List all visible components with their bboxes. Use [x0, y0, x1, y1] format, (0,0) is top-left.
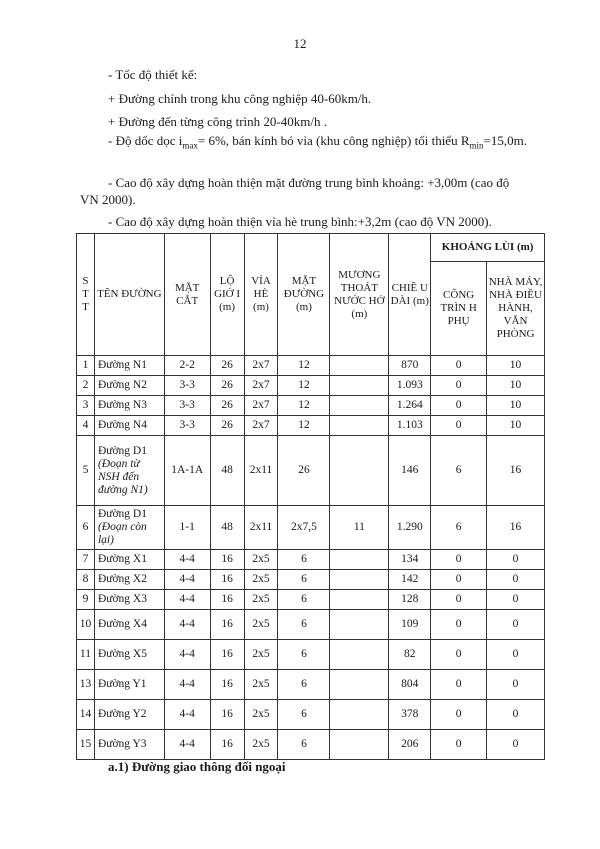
cell-length: 82 [389, 640, 431, 670]
cell-length: 804 [389, 670, 431, 700]
cell-road-name: Đường X2 [94, 570, 164, 590]
cell-boundary: 48 [210, 506, 244, 550]
road-name-text: Đường D1 [97, 508, 147, 520]
cell-boundary: 48 [210, 436, 244, 506]
header-setback: KHOẢNG LÙI (m) [431, 234, 545, 262]
cell-auxiliary-setback: 0 [431, 416, 487, 436]
cell-road-surface: 6 [278, 570, 330, 590]
cell-stt: 5 [77, 436, 95, 506]
cell-factory-setback: 0 [487, 670, 545, 700]
cell-factory-setback: 10 [487, 376, 545, 396]
cell-factory-setback: 0 [487, 590, 545, 610]
cell-cross-section: 2-2 [164, 356, 210, 376]
cell-cross-section: 3-3 [164, 376, 210, 396]
cell-road-surface: 12 [278, 396, 330, 416]
cell-sidewalk: 2x5 [244, 670, 278, 700]
cell-stt: 8 [77, 570, 95, 590]
cell-open-drain [330, 550, 389, 570]
cell-road-name: Đường N2 [94, 376, 164, 396]
cell-auxiliary-setback: 0 [431, 590, 487, 610]
cell-cross-section: 4-4 [164, 640, 210, 670]
cell-road-name: Đường N3 [94, 396, 164, 416]
cell-length: 142 [389, 570, 431, 590]
table-row [77, 506, 545, 550]
cell-stt: 4 [77, 416, 95, 436]
table-row [77, 550, 545, 570]
cell-open-drain [330, 416, 389, 436]
cell-stt: 3 [77, 396, 95, 416]
cell-road-surface: 2x7,5 [278, 506, 330, 550]
cell-factory-setback: 0 [487, 730, 545, 760]
table-row [77, 376, 545, 396]
cell-road-surface: 6 [278, 610, 330, 640]
header-factory-office: NHÀ MÁY, NHÀ ĐIỀU HÀNH, VĂN PHÒNG [487, 262, 545, 356]
cell-auxiliary-setback: 6 [431, 506, 487, 550]
table-row [77, 730, 545, 760]
cell-factory-setback: 0 [487, 640, 545, 670]
cell-road-name: Đường Y1 [94, 670, 164, 700]
cell-boundary: 16 [210, 570, 244, 590]
cell-sidewalk: 2x11 [244, 436, 278, 506]
cell-cross-section: 4-4 [164, 670, 210, 700]
cell-factory-setback: 16 [487, 506, 545, 550]
header-road-name: TÊN ĐƯỜNG [94, 234, 164, 356]
slope-text-c: =15,0m. [483, 133, 527, 148]
cell-factory-setback: 10 [487, 416, 545, 436]
cell-length: 206 [389, 730, 431, 760]
cell-open-drain [330, 700, 389, 730]
road-name-text: Đường D1 [97, 444, 147, 457]
slope-sub-max: max [182, 140, 198, 151]
table-row [77, 436, 545, 506]
cell-cross-section: 1A-1A [164, 436, 210, 506]
cell-sidewalk: 2x7 [244, 376, 278, 396]
roads-table [76, 233, 545, 760]
table-row [77, 640, 545, 670]
cell-factory-setback: 10 [487, 356, 545, 376]
table-row [77, 610, 545, 640]
cell-road-name: Đường X3 [94, 590, 164, 610]
cell-length: 870 [389, 356, 431, 376]
header-stt: S T T [77, 234, 95, 356]
table-row [77, 416, 545, 436]
cell-road-surface: 6 [278, 590, 330, 610]
paragraph-sidewalk-elevation: - Cao độ xây dựng hoàn thiện vỉa hè trung bình:+3,2m (cao độ VN 2000). [108, 214, 492, 229]
cell-stt: 11 [77, 640, 95, 670]
cell-open-drain [330, 670, 389, 700]
cell-boundary: 16 [210, 670, 244, 700]
cell-cross-section: 3-3 [164, 396, 210, 416]
page-number: 12 [293, 36, 307, 51]
paragraph-main-road-speed: + Đường chính trong khu công nghiệp 40-60km/h. [108, 91, 372, 106]
cell-auxiliary-setback: 0 [431, 550, 487, 570]
cell-stt: 6 [77, 506, 95, 550]
cell-stt: 14 [77, 700, 95, 730]
cell-road-surface: 6 [278, 550, 330, 570]
cell-stt: 7 [77, 550, 95, 570]
cell-cross-section: 4-4 [164, 700, 210, 730]
cell-boundary: 26 [210, 356, 244, 376]
cell-sidewalk: 2x7 [244, 396, 278, 416]
cell-auxiliary-setback: 0 [431, 356, 487, 376]
paragraph-access-road-speed: + Đường đến từng công trình 20-40km/h . [108, 114, 327, 129]
cell-road-surface: 6 [278, 730, 330, 760]
table-row [77, 590, 545, 610]
cell-boundary: 16 [210, 640, 244, 670]
cell-factory-setback: 0 [487, 700, 545, 730]
cell-length: 146 [389, 436, 431, 506]
cell-sidewalk: 2x7 [244, 416, 278, 436]
header-road-surface: MẶT ĐƯỜNG (m) [278, 234, 330, 356]
cell-open-drain [330, 356, 389, 376]
cell-cross-section: 3-3 [164, 416, 210, 436]
header-open-drain: MƯƠNG THOÁT NƯỚC HỞ (m) [330, 234, 389, 356]
cell-road-surface: 6 [278, 670, 330, 700]
header-cross-section: MẶT CẮT [164, 234, 210, 356]
cell-open-drain [330, 570, 389, 590]
cell-factory-setback: 0 [487, 550, 545, 570]
cell-factory-setback: 0 [487, 610, 545, 640]
cell-road-name: Đường Y3 [94, 730, 164, 760]
road-segment-note: (Đoạn còn lại) [97, 521, 147, 546]
paragraph-road-elevation: - Cao độ xây dựng hoàn thiện mặt đường trung bình khoảng: +3,00m (cao độ VN 2000). [80, 175, 510, 207]
cell-length: 1.264 [389, 396, 431, 416]
cell-stt: 15 [77, 730, 95, 760]
cell-road-name: Đường Y2 [94, 700, 164, 730]
cell-cross-section: 4-4 [164, 590, 210, 610]
table-row [77, 570, 545, 590]
cell-cross-section: 1-1 [164, 506, 210, 550]
table-row [77, 700, 545, 730]
cell-boundary: 26 [210, 396, 244, 416]
cell-sidewalk: 2x5 [244, 590, 278, 610]
road-segment-note: (Đoạn từ NSH đến đường N1) [97, 457, 148, 496]
section-subheading: a.1) Đường giao thông đối ngoại [108, 759, 286, 774]
cell-cross-section: 4-4 [164, 730, 210, 760]
cell-stt: 13 [77, 670, 95, 700]
header-sidewalk: VỈA HÈ (m) [244, 234, 278, 356]
cell-stt: 10 [77, 610, 95, 640]
cell-boundary: 16 [210, 730, 244, 760]
cell-road-surface: 26 [278, 436, 330, 506]
cell-open-drain [330, 640, 389, 670]
table-row [77, 396, 545, 416]
table-row [77, 356, 545, 376]
cell-length: 1.103 [389, 416, 431, 436]
cell-stt: 2 [77, 376, 95, 396]
header-boundary: LỘ GIỚ I (m) [210, 234, 244, 356]
slope-text-a: - Độ dốc dọc i [108, 133, 183, 148]
cell-auxiliary-setback: 0 [431, 730, 487, 760]
cell-cross-section: 4-4 [164, 550, 210, 570]
cell-boundary: 16 [210, 700, 244, 730]
cell-road-surface: 12 [278, 416, 330, 436]
cell-cross-section: 4-4 [164, 570, 210, 590]
cell-boundary: 16 [210, 590, 244, 610]
cell-road-name: Đường X4 [94, 610, 164, 640]
cell-road-name: Đường N1 [94, 356, 164, 376]
cell-auxiliary-setback: 0 [431, 396, 487, 416]
paragraph-design-speed: - Tốc độ thiết kế: [108, 67, 198, 82]
cell-road-surface: 12 [278, 376, 330, 396]
cell-road-name: Đường X1 [94, 550, 164, 570]
cell-sidewalk: 2x5 [244, 700, 278, 730]
header-auxiliary-works: CÔNG TRÌN H PHỤ [431, 262, 487, 356]
cell-road-surface: 6 [278, 700, 330, 730]
cell-open-drain: 11 [330, 506, 389, 550]
cell-open-drain [330, 590, 389, 610]
cell-road-surface: 12 [278, 356, 330, 376]
slope-sub-min: min [469, 140, 484, 151]
cell-sidewalk: 2x5 [244, 730, 278, 760]
cell-auxiliary-setback: 0 [431, 570, 487, 590]
slope-text-b: = 6%, bán kính bó vỉa (khu công nghiệp) tối thiểu R [197, 133, 470, 148]
cell-length: 134 [389, 550, 431, 570]
cell-road-surface: 6 [278, 640, 330, 670]
cell-stt: 1 [77, 356, 95, 376]
cell-length: 1.290 [389, 506, 431, 550]
cell-auxiliary-setback: 0 [431, 610, 487, 640]
cell-boundary: 26 [210, 416, 244, 436]
cell-sidewalk: 2x11 [244, 506, 278, 550]
cell-road-name: Đường N4 [94, 416, 164, 436]
cell-stt: 9 [77, 590, 95, 610]
cell-length: 378 [389, 700, 431, 730]
cell-factory-setback: 0 [487, 570, 545, 590]
cell-auxiliary-setback: 6 [431, 436, 487, 506]
cell-auxiliary-setback: 0 [431, 670, 487, 700]
cell-sidewalk: 2x5 [244, 610, 278, 640]
cell-sidewalk: 2x7 [244, 356, 278, 376]
cell-length: 109 [389, 610, 431, 640]
cell-auxiliary-setback: 0 [431, 700, 487, 730]
cell-boundary: 16 [210, 550, 244, 570]
cell-open-drain [330, 610, 389, 640]
cell-sidewalk: 2x5 [244, 550, 278, 570]
cell-factory-setback: 16 [487, 436, 545, 506]
cell-open-drain [330, 396, 389, 416]
header-length: CHIỀ U DÀI (m) [389, 234, 431, 356]
paragraph-slope-radius [80, 132, 530, 155]
cell-open-drain [330, 376, 389, 396]
cell-cross-section: 4-4 [164, 610, 210, 640]
cell-length: 128 [389, 590, 431, 610]
cell-road-name [94, 436, 164, 506]
cell-open-drain [330, 436, 389, 506]
cell-road-name [94, 506, 164, 550]
cell-factory-setback: 10 [487, 396, 545, 416]
cell-boundary: 16 [210, 610, 244, 640]
cell-boundary: 26 [210, 376, 244, 396]
cell-length: 1.093 [389, 376, 431, 396]
cell-auxiliary-setback: 0 [431, 376, 487, 396]
cell-sidewalk: 2x5 [244, 570, 278, 590]
cell-road-name: Đường X5 [94, 640, 164, 670]
cell-auxiliary-setback: 0 [431, 640, 487, 670]
table-row [77, 670, 545, 700]
cell-sidewalk: 2x5 [244, 640, 278, 670]
cell-open-drain [330, 730, 389, 760]
